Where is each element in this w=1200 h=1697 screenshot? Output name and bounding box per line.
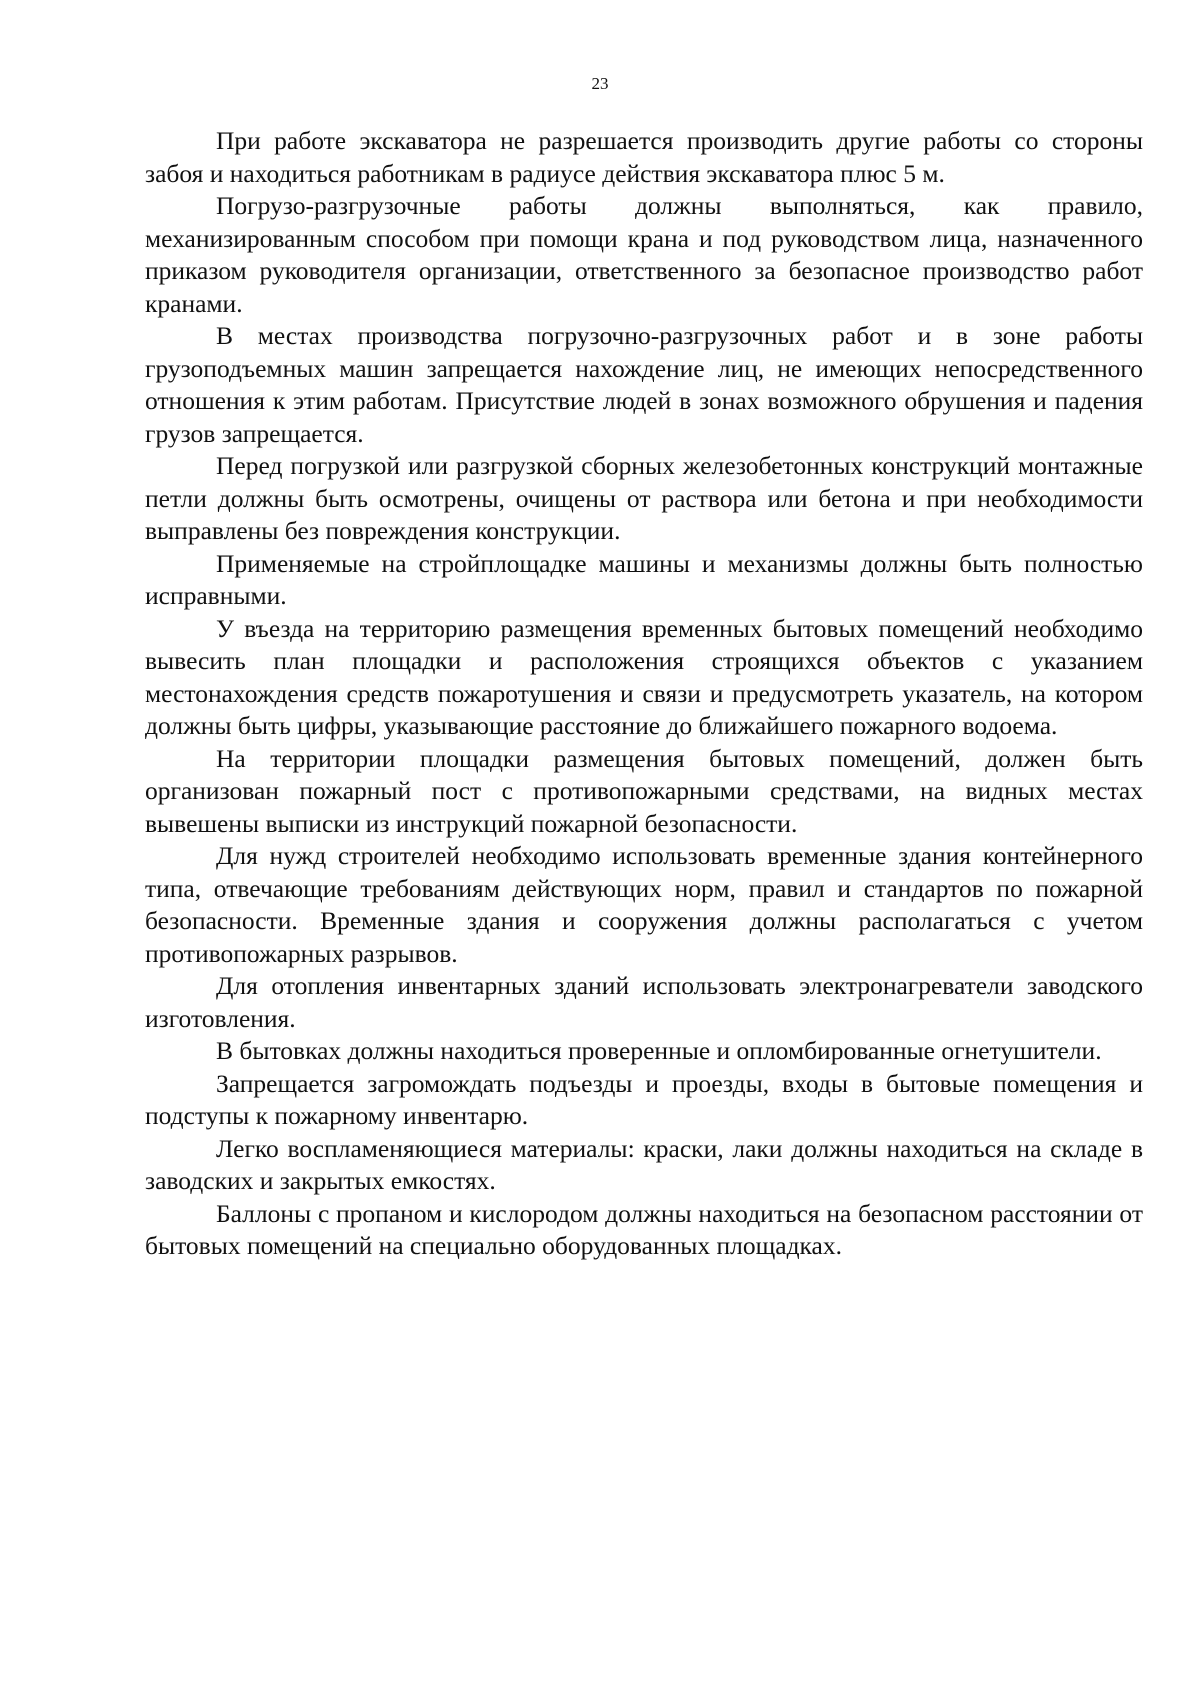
paragraph-lifting-zone-restrictions: В местах производства погрузочно-разгрузочных работ и в зоне работы грузоподъемных машин запрещается нахождение лиц, не имеющих непосредственного отношения к этим работам. Присутствие людей в зонах возможного обрушения и падения грузов запрещается. (145, 321, 1143, 448)
paragraph-access-clearance: Запрещается загромождать подъезды и проезды, входы в бытовые помещения и подступы к пожарному инвентарю. (145, 1068, 1143, 1130)
paragraph-gas-cylinders: Баллоны с пропаном и кислородом должны находиться на безопасном расстоянии от бытовых помещений на специально оборудованных площадках. (145, 1198, 1143, 1260)
page-number: 23 (591, 74, 609, 93)
document-body (145, 125, 1143, 1263)
paragraph-loading-operations: Погрузо-разгрузочные работы должны выполняться, как правило, механизированным способом при помощи крана и под руководством лица, назначенного приказом руководителя организации, ответственного за безопасное производство работ кранами. (145, 191, 1143, 318)
paragraph-entrance-site-plan: У въезда на территорию размещения временных бытовых помещений необходимо вывесить план площадки и расположения строящихся объектов с указанием местонахождения средств пожаротушения и связи и предусмотреть указатель, на котором должны быть цифры, указывающие расстояние до ближайшего пожарного водоема. (145, 613, 1143, 740)
paragraph-excavator-safety: При работе экскаватора не разрешается производить другие работы со стороны забоя и находиться работникам в радиусе действия экскаватора плюс 5 м. (145, 126, 1143, 188)
paragraph-temporary-buildings: Для нужд строителей необходимо использовать временные здания контейнерного типа, отвечающие требованиям действующих норм, правил и стандартов по пожарной безопасности. Временные здания и сооружения должны располагаться с учетом противопожарных разрывов. (145, 841, 1143, 968)
paragraph-heating: Для отопления инвентарных зданий использовать электронагреватели заводского изготовления. (145, 971, 1143, 1033)
paragraph-flammable-materials: Легко воспламеняющиеся материалы: краски, лаки должны находиться на складе в заводских и закрытых емкостях. (145, 1133, 1143, 1195)
paragraph-machinery-condition: Применяемые на стройплощадке машины и механизмы должны быть полностью исправными. (145, 548, 1143, 610)
paragraph-mounting-loops-inspection: Перед погрузкой или разгрузкой сборных железобетонных конструкций монтажные петли должны быть осмотрены, очищены от раствора или бетона и при необходимости выправлены без повреждения конструкции. (145, 451, 1143, 545)
paragraph-fire-extinguishers: В бытовках должны находиться проверенные и опломбированные огнетушители. (216, 1036, 1102, 1065)
paragraph-fire-post: На территории площадки размещения бытовых помещений, должен быть организован пожарный пост с противопожарными средствами, на видных местах вывешены выписки из инструкций пожарной безопасности. (145, 743, 1143, 838)
